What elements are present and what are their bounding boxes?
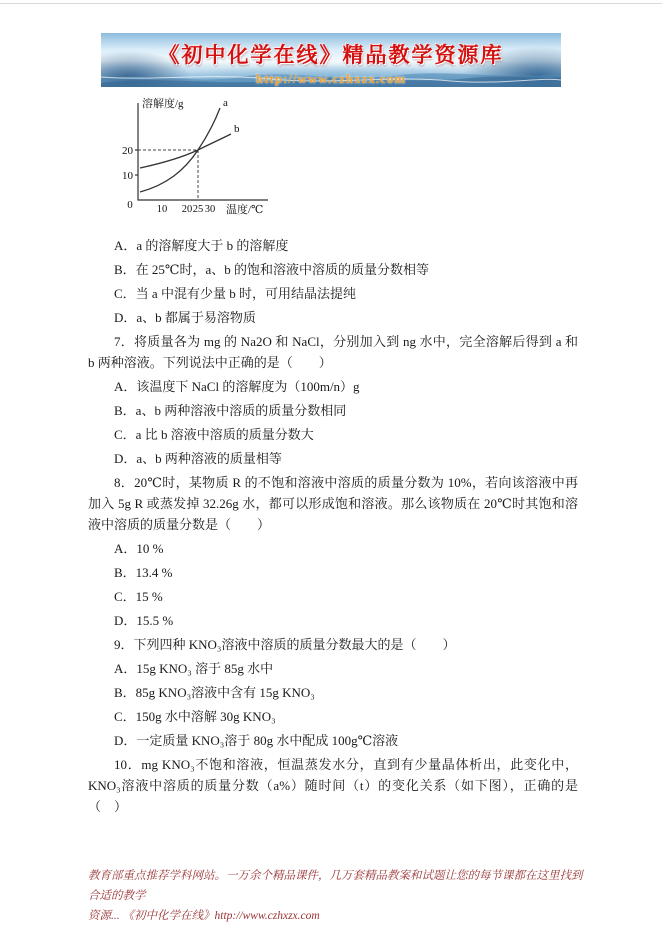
curve-b-label: b <box>234 123 240 135</box>
q9-option-d: D．一定质量 KNO₃溶于 80g 水中配成 100g℃溶液 <box>114 733 399 748</box>
page-footer <box>88 866 588 926</box>
footer-line-2-text: 资源... 《初中化学在线》 <box>88 910 215 922</box>
q9-option-b: B．85g KNO₃溶液中含有 15g KNO₃ <box>114 685 315 700</box>
banner-url-link[interactable]: http://www.czhxzx.com <box>255 71 407 86</box>
q6-option-c: C．当 a 中混有少量 b 时，可用结晶法提纯 <box>114 286 356 301</box>
q6-option-d: D．a、b 都属于易溶物质 <box>114 310 256 325</box>
q8-option-a: A．10 % <box>114 541 164 556</box>
q6-option-a: A．a 的溶解度大于 b 的溶解度 <box>114 238 289 253</box>
x-tick-30: 30 <box>204 204 216 215</box>
q8-option-d: D．15.5 % <box>114 613 174 628</box>
q9-option-c: C．150g 水中溶解 30g KNO₃ <box>114 709 276 724</box>
question-8-stem: 8．20℃时，某物质 R 的不饱和溶液中溶质的质量分数为 10%，若向该溶液中再加入 5g R 或蒸发掉 32.26g 水，都可以形成饱和溶液。那么该物质在 20℃时其饱和溶液中溶质的质量分数是（ ） <box>88 475 578 532</box>
curve-a-label: a <box>223 97 228 109</box>
y-axis-label: 溶解度/g <box>142 98 184 110</box>
footer-url-link[interactable]: http://www.czhxzx.com <box>214 910 320 922</box>
origin-label: 0 <box>127 199 133 211</box>
solubility-chart <box>118 95 662 229</box>
banner-title: 《初中化学在线》精品教学资源库 <box>158 43 504 67</box>
q8-option-b: B．13.4 % <box>114 565 173 580</box>
page-top-divider <box>0 3 662 4</box>
q7-option-b: B．a、b 两种溶液中溶质的质量分数相同 <box>114 403 347 418</box>
footer-line-1: 教育部重点推荐学科网站。一万余个精品课件，几万套精品教案和试题让您的每节课都在这里找到合适的教学 <box>88 870 583 902</box>
q7-option-c: C．a 比 b 溶液中溶质的质量分数大 <box>114 427 314 442</box>
y-tick-10: 10 <box>122 170 133 182</box>
question-7-stem: 7．将质量各为 mg 的 Na2O 和 NaCl，分别加入到 ng 水中，完全溶解后得到 a 和 b 两种溶液。下列说法中正确的是（ ） <box>88 334 578 370</box>
q9-option-a: A．15g KNO₃ 溶于 85g 水中 <box>114 661 274 676</box>
x-tick-20: 20 <box>181 204 193 215</box>
footer-line-2 <box>88 906 588 926</box>
question-body <box>88 235 578 817</box>
question-10-stem: 10．mg KNO₃不饱和溶液，恒温蒸发水分，直到有少量晶体析出，此变化中，KNO₃溶液中溶质的质量分数（a%）随时间（t）的变化关系（如下图），正确的是（ ） <box>88 757 578 814</box>
question-9-stem: 9．下列四种 KNO₃溶液中溶质的质量分数最大的是（ ） <box>114 637 456 652</box>
y-tick-20: 20 <box>122 145 133 157</box>
q7-option-a: A．该温度下 NaCl 的溶解度为（100m/n）g <box>114 379 360 394</box>
header-banner <box>101 33 561 87</box>
q8-option-c: C．15 % <box>114 589 163 604</box>
x-axis-label: 温度/℃ <box>226 204 264 216</box>
x-tick-10: 10 <box>156 204 168 215</box>
curve-b <box>140 134 231 168</box>
q7-option-d: D．a、b 两种溶液的质量相等 <box>114 451 282 466</box>
q6-option-b: B．在 25℃时，a、b 的饱和溶液中溶质的质量分数相等 <box>114 262 429 277</box>
x-tick-25: 25 <box>192 204 204 215</box>
